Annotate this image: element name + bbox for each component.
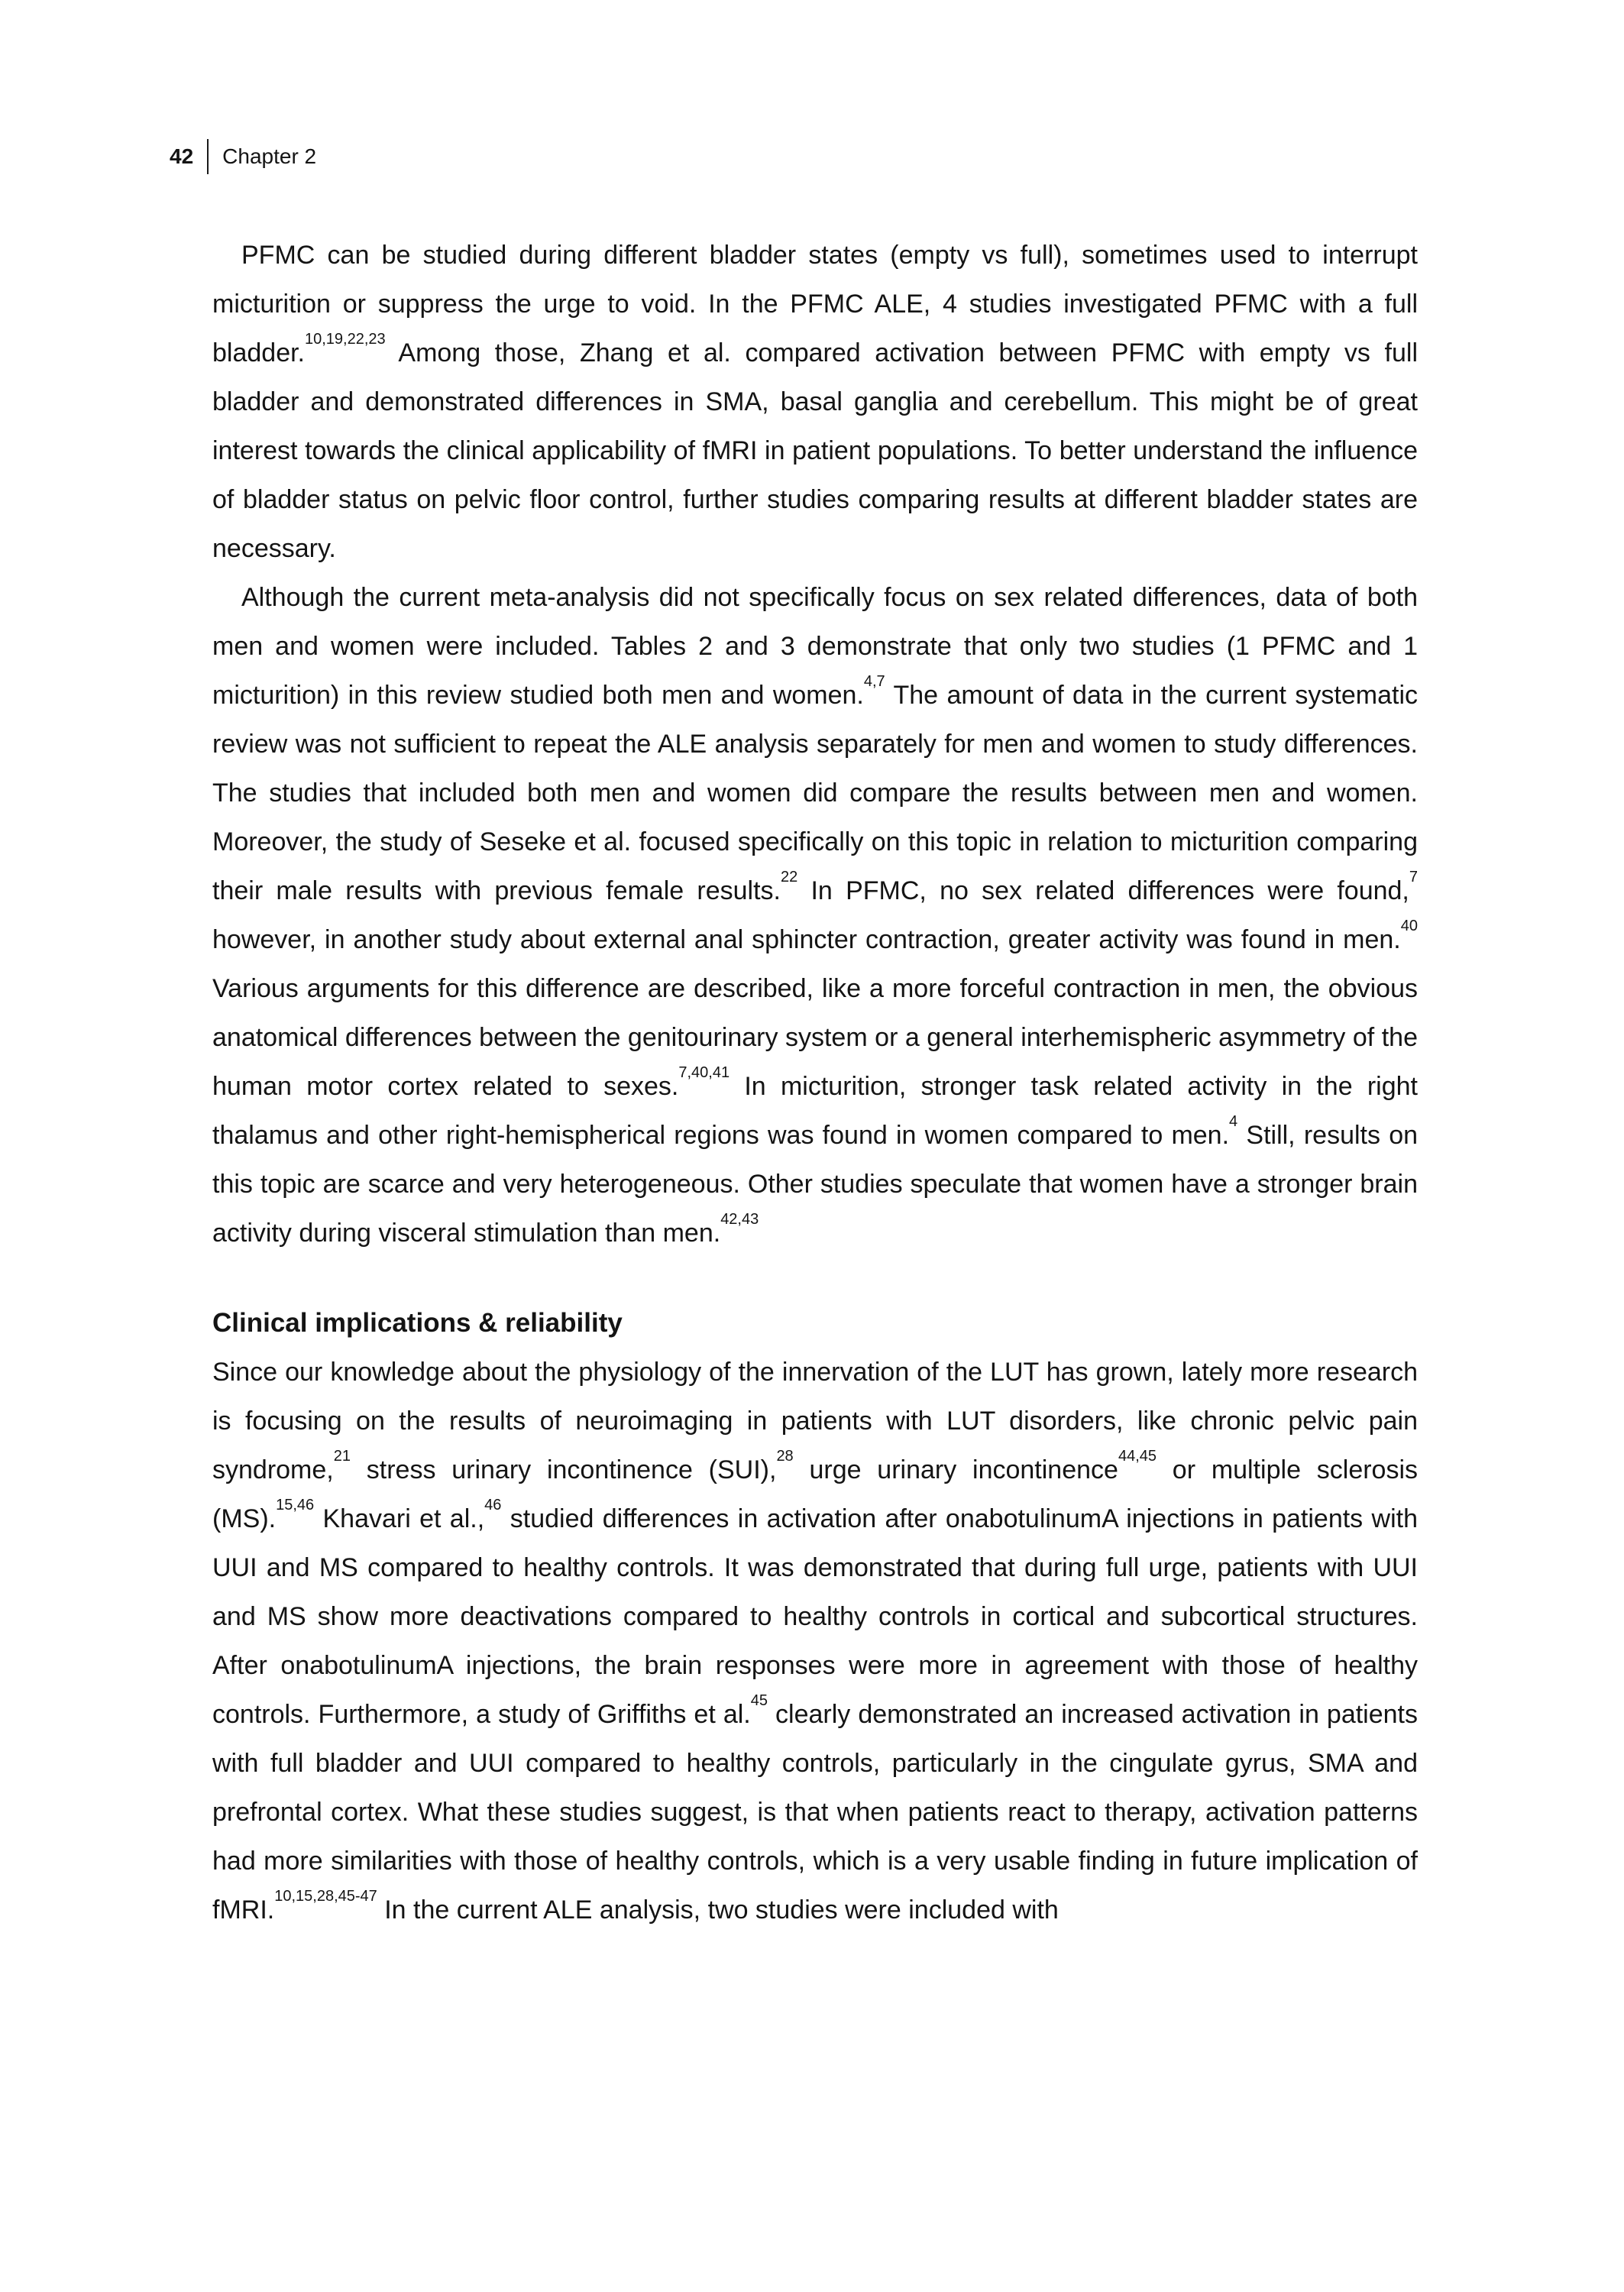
reference-superscript: 10,19,22,23 [305,330,386,348]
reference-superscript: 4,7 [863,672,885,690]
reference-superscript: 28 [776,1447,794,1465]
header-divider [207,139,209,174]
page-body [212,231,1418,1934]
reference-superscript: 15,46 [276,1496,315,1513]
reference-superscript: 45 [750,1691,768,1709]
reference-superscript: 22 [781,868,798,885]
page-header [170,139,316,174]
section-heading: Clinical implications & reliability [212,1308,623,1338]
reference-superscript: 46 [484,1496,502,1513]
reference-superscript: 40 [1400,917,1418,934]
reference-superscript: 44,45 [1118,1447,1157,1465]
reference-superscript: 10,15,28,45-47 [274,1887,377,1905]
reference-superscript: 4 [1229,1112,1238,1130]
page-number: 42 [170,144,194,168]
paragraph: Since our knowledge about the physiology of the innervation of the LUT has grown, lately more research is focusing on the results of neuroimaging in patients with LUT disorders, like chronic pelvic pain syndrome,$^{21}$ stress urinary incontinence (SUI),$^{28}$ urge urinary incontinence$^{44,45}$ or multiple sclerosis (MS).$^{15,46}$ Khavari et al.,$^{46}$ studied differences in activation after onabotulinumA injections in patients with UUI and MS compared to healthy controls. It was demonstrated that during full urge, patients with UUI and MS show more deactivations compared to healthy controls in cortical and subcortical structures. After onabotulinumA injections, the brain responses were more in agreement with those of healthy controls. Furthermore, a study of Griffiths et al.$^{45}$ clearly demonstrated an increased activation in patients with full bladder and UUI compared to healthy controls, particularly in the cingulate gyrus, SMA and prefrontal cortex. What these studies suggest, is that when patients react to therapy, activation patterns had more similarities with those of healthy controls, which is a very usable finding in future implication of fMRI.$^{10,15,28,45-47}$ In the current ALE analysis, two studies were included with [212,1358,1419,1925]
reference-superscript: 42,43 [720,1210,759,1228]
chapter-title: Chapter 2 [222,144,317,168]
paragraph: Although the current meta-analysis did not specifically focus on sex related differences, data of both men and women were included. Tables 2 and 3 demonstrate that only two studies (1 PFMC and 1 micturition) in this review studied both men and women.$^{4,7}$ The amount of data in the current systematic review was not sufficient to repeat the ALE analysis separately for men and women to study differences. The studies that included both men and women did compare the results between men and women. Moreover, the study of Seseke et al. focused specifically on this topic in relation to micturition comparing their male results with previous female results.$^{22}$ In PFMC, no sex related differences were found,$^7$ however, in another study about external anal sphincter contraction, greater activity was found in men.$^{40}$ Various arguments for this difference are described, like a more forceful contraction in men, the obvious anatomical differences between the genitourinary system or a general interhemispheric asymmetry of the human motor cortex related to sexes.$^{7,40,41}$ In micturition, stronger task related activity in the right thalamus and other right-hemispherical regions was found in women compared to men.$^4$ Still, results on this topic are scarce and very heterogeneous. Other studies speculate that women have a stronger brain activity during visceral stimulation than men.$^{42,43}$ [212,583,1419,1248]
reference-superscript: 7 [1409,868,1418,885]
paragraph: PFMC can be studied during different bladder states (empty vs full), sometimes used to interrupt micturition or suppress the urge to void. In the PFMC ALE, 4 studies investigated PFMC with a full bladder.$^{10,19,22,23}$ Among those, Zhang et al. compared activation between PFMC with empty vs full bladder and demonstrated differences in SMA, basal ganglia and cerebellum. This might be of great interest towards the clinical applicability of fMRI in patient populations. To better understand the influence of bladder status on pelvic floor control, further studies comparing results at different bladder states are necessary. [212,241,1418,563]
reference-superscript: 21 [333,1447,351,1465]
reference-superscript: 7,40,41 [678,1063,730,1081]
